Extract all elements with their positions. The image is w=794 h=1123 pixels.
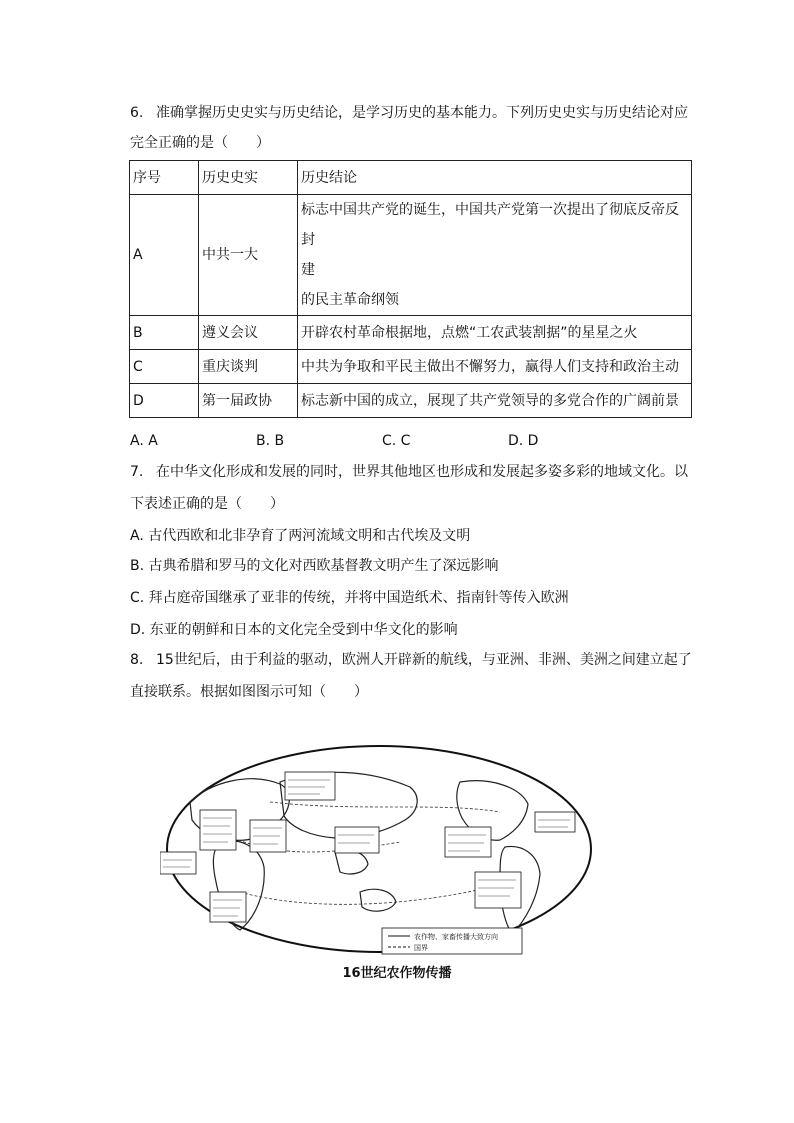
- row-fact: 第一届政协: [199, 384, 298, 418]
- q6-option-d[interactable]: D. D: [508, 433, 539, 449]
- world-map-figure: [160, 742, 598, 957]
- row-fact: 遵义会议: [199, 316, 298, 350]
- table-row: [130, 350, 692, 384]
- table-row: [130, 384, 692, 418]
- row-key: A: [130, 195, 199, 316]
- q6-number: 6.: [130, 105, 144, 121]
- map-legend: [382, 928, 522, 954]
- q6-stem-line1: 6. 准确掌握历史史实与历史结论，是学习历史的基本能力。下列历史史实与历史结论对应: [130, 105, 688, 121]
- row-conclusion: 标志中国共产党的诞生，中国共产党第一次提出了彻底反帝反封 建 的民主革命纲领: [298, 195, 692, 316]
- q7-stem-line1: 7. 在中华文化形成和发展的同时，世界其他地区也形成和发展起多姿多彩的地域文化。以: [130, 464, 688, 480]
- q7-option-b[interactable]: B. 古典希腊和罗马的文化对西欧基督教文明产生了深远影响: [130, 558, 499, 574]
- q7-option-a[interactable]: A. 古代西欧和北非孕育了两河流域文明和古代埃及文明: [130, 528, 471, 544]
- table-header-cell: 序号: [130, 161, 199, 195]
- table-header-cell: 历史结论: [298, 161, 692, 195]
- table-header-cell: 历史史实: [199, 161, 298, 195]
- q6-option-b[interactable]: B. B: [256, 433, 285, 449]
- q7-option-c[interactable]: C. 拜占庭帝国继承了亚非的传统，并将中国造纸术、指南针等传入欧洲: [130, 590, 569, 606]
- q6-option-c[interactable]: C. C: [382, 433, 411, 449]
- row-conclusion: 开辟农村革命根据地，点燃“工农武装割据”的星星之火: [298, 316, 692, 350]
- row-key: B: [130, 316, 199, 350]
- q8-stem-line2: 直接联系。根据如图图示可知（ ）: [130, 684, 368, 700]
- history-table: [129, 160, 692, 418]
- row-key: D: [130, 384, 199, 418]
- q8-stem-line1: 8. 15世纪后，由于利益的驱动，欧洲人开辟新的航线，与亚洲、非洲、美洲之间建立起了: [130, 652, 692, 668]
- q7-stem-line2: 下表述正确的是（ ）: [130, 496, 284, 512]
- q6-option-a[interactable]: A. A: [130, 433, 158, 449]
- table-row: [130, 195, 692, 316]
- map-caption: 16世纪农作物传播: [342, 966, 452, 981]
- table-header-row: [130, 161, 692, 195]
- legend-border: 国界: [414, 944, 428, 952]
- q8-number: 8.: [130, 652, 144, 668]
- table-row: [130, 316, 692, 350]
- q6-stem-line2: 完全正确的是（ ）: [130, 135, 270, 151]
- row-fact: 重庆谈判: [199, 350, 298, 384]
- row-conclusion: 中共为争取和平民主做出不懈努力，赢得人们支持和政治主动: [298, 350, 692, 384]
- q7-number: 7.: [130, 464, 144, 480]
- q7-option-d[interactable]: D. 东亚的朝鲜和日本的文化完全受到中华文化的影响: [130, 622, 458, 638]
- row-key: C: [130, 350, 199, 384]
- row-fact: 中共一大: [199, 195, 298, 316]
- row-conclusion: 标志新中国的成立，展现了共产党领导的多党合作的广阔前景: [298, 384, 692, 418]
- crop-spread-map: [160, 742, 598, 957]
- legend-crop-direction: 农作物、家畜传播大致方向: [414, 933, 498, 941]
